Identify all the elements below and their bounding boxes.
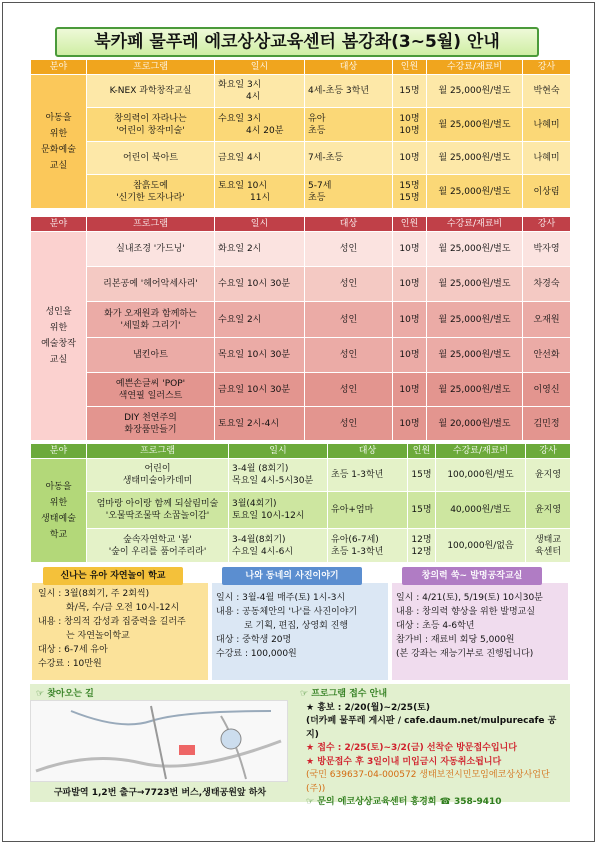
table-header-row	[31, 444, 571, 459]
header-time: 일시	[215, 217, 305, 232]
nature-play-box	[32, 583, 208, 680]
target-cell: 유아 초등	[305, 108, 393, 142]
table-row	[31, 142, 571, 175]
table-row	[31, 175, 571, 209]
table-row	[31, 75, 571, 108]
header-teacher: 강사	[526, 444, 571, 459]
teacher-cell: 생태교 육센터	[526, 529, 571, 563]
header-target: 대상	[305, 60, 393, 75]
box-line: 일시 : 3월-4월 매주(토) 1시-3시	[216, 593, 346, 603]
time-cell: 토요일 2시-4시	[215, 407, 305, 441]
target-cell: 유아(6-7세) 초등 1-3학년	[328, 529, 408, 563]
fee-cell: 월 25,000원/별도	[427, 232, 523, 267]
target-cell: 성인	[305, 302, 393, 338]
teacher-cell: 윤지영	[526, 459, 571, 492]
time-cell: 3-4월 (8회기) 목요일 4시-5시30분	[229, 459, 328, 492]
fee-cell: 월 25,000원/별도	[427, 108, 523, 142]
time-cell: 토요일 10시 11시	[215, 175, 305, 209]
teacher-cell: 나혜미	[523, 142, 571, 175]
program-cell: 예쁜손글씨 'POP' 색연필 일러스트	[87, 373, 215, 407]
box-line: 대상 : 초등 4-6학년	[396, 621, 475, 631]
fee-cell: 월 25,000원/별도	[427, 338, 523, 373]
time-cell: 목요일 10시 30분	[215, 338, 305, 373]
table-row	[31, 267, 571, 302]
header-field: 분야	[31, 217, 87, 232]
header-size: 인원	[408, 444, 436, 459]
header-field: 분야	[31, 444, 87, 459]
program-cell: 리본공예 '헤어악세사리'	[87, 267, 215, 302]
table-row	[31, 373, 571, 407]
fee-cell: 100,000원/별도	[436, 459, 526, 492]
program-cell: 숲속자연학교 '봄' '숲이 우리를 품어주리라'	[87, 529, 229, 563]
header-program: 프로그램	[87, 444, 229, 459]
directions-label: ☞ 찾아오는 길	[36, 689, 94, 699]
nature-play-header: 신나는 유아 자연놀이 학교	[43, 567, 183, 585]
promo-line: ★ 홍보 : 2/20(월)~2/25(토)	[306, 702, 430, 713]
box-line: 참가비 : 재료비 회당 5,000원	[396, 635, 515, 645]
target-cell: 4세-초등 3학년	[305, 75, 393, 108]
map-drawing	[31, 701, 287, 781]
teacher-cell: 오재원	[523, 302, 571, 338]
header-program: 프로그램	[87, 60, 215, 75]
size-cell: 10명	[393, 338, 427, 373]
size-cell: 15명	[393, 75, 427, 108]
box-line: 내용 : 창의력 향상을 위한 발명교실	[396, 607, 536, 617]
table-row	[31, 108, 571, 142]
time-cell: 3월(4회기) 토요일 10시-12시	[229, 492, 328, 529]
header-size: 인원	[393, 217, 427, 232]
teacher-cell: 이상림	[523, 175, 571, 209]
time-cell: 수요일 2시	[215, 302, 305, 338]
location-map	[30, 700, 288, 782]
time-cell: 금요일 10시 30분	[215, 373, 305, 407]
header-teacher: 강사	[523, 217, 571, 232]
table-row	[31, 492, 571, 529]
fee-cell: 월 25,000원/별도	[427, 373, 523, 407]
header-teacher: 강사	[523, 60, 571, 75]
time-cell: 수요일 3시 4시 20분	[215, 108, 305, 142]
time-cell: 3-4월(8회기) 수요일 4시-6시	[229, 529, 328, 563]
target-cell: 성인	[305, 232, 393, 267]
table-row	[31, 338, 571, 373]
cafe-line: (더카페 물푸레 게시판 / cafe.daum.net/mulpurecafe 공지)	[306, 716, 557, 740]
photo-story-header: 나와 동네의 사진이야기	[222, 567, 362, 585]
program-cell: 화가 오재원과 함께하는 '세밀화 그리기'	[87, 302, 215, 338]
header-target: 대상	[328, 444, 408, 459]
photo-story-box	[212, 583, 388, 680]
target-cell: 7세-초등	[305, 142, 393, 175]
header-time: 일시	[229, 444, 328, 459]
program-cell: 어린이 생태미술아카데미	[87, 459, 229, 492]
box-line: 수강료 : 100,000원	[216, 649, 297, 659]
category-cell: 아동을 위한 생태예술 학교	[31, 459, 87, 563]
teacher-cell: 박현숙	[523, 75, 571, 108]
program-cell: 실내조경 '가드닝'	[87, 232, 215, 267]
invention-header: 창의력 쑥~ 발명공작교실	[402, 567, 542, 585]
table-row	[31, 232, 571, 267]
program-cell: DIY 천연주의 화장품만들기	[87, 407, 215, 441]
target-cell: 성인	[305, 373, 393, 407]
box-line: 내용 : 창의적 감성과 집중력을 길러주	[38, 617, 186, 627]
header-target: 대상	[305, 217, 393, 232]
directions-caption: 구파발역 1,2번 출구→7723번 버스,생태공원앞 하차	[53, 788, 267, 798]
size-cell: 10명	[393, 373, 427, 407]
box-line: 대상 : 중학생 20명	[216, 635, 292, 645]
time-cell: 금요일 4시	[215, 142, 305, 175]
deposit-line: ★ 방문접수 후 3일이내 미입금시 자동취소됩니다	[306, 756, 502, 767]
category-cell: 성인을 위한 예술창작 교실	[31, 232, 87, 441]
box-line: 는 자연놀이학교	[66, 631, 130, 641]
program-cell: 어린이 북아트	[87, 142, 215, 175]
box-line: 로 기획, 편집, 상영회 진행	[244, 621, 349, 631]
size-cell: 15명 15명	[393, 175, 427, 209]
box-line: 대상 : 6-7세 유아	[38, 645, 108, 655]
target-cell: 초등 1-3학년	[328, 459, 408, 492]
size-cell: 10명	[393, 142, 427, 175]
table-header-row	[31, 217, 571, 232]
teacher-cell: 나혜미	[523, 108, 571, 142]
fee-cell: 월 25,000원/별도	[427, 142, 523, 175]
size-cell: 12명 12명	[408, 529, 436, 563]
program-cell: 엄마랑 아이랑 함께 되살림미술 '오물딱조물딱 소꿉놀이감'	[87, 492, 229, 529]
section-children-culture-table	[30, 59, 571, 209]
header-fee: 수강료/재료비	[427, 217, 523, 232]
fee-cell: 40,000원/별도	[436, 492, 526, 529]
header-fee: 수강료/재료비	[436, 444, 526, 459]
size-cell: 15명	[408, 459, 436, 492]
account-line: (국민 639637-04-000572 생태보전시민모임에코상상사업단(주))	[306, 770, 550, 794]
invention-box	[392, 583, 568, 680]
program-cell: 냅킨아트	[87, 338, 215, 373]
size-cell: 10명	[393, 232, 427, 267]
contact-line: ☞ 문의 에코상상교육센터 홍경희 ☎ 358-9410	[306, 797, 502, 807]
fee-cell: 월 25,000원/별도	[427, 267, 523, 302]
fee-cell: 월 20,000원/별도	[427, 407, 523, 441]
target-cell: 5-7세 초등	[305, 175, 393, 209]
teacher-cell: 이영신	[523, 373, 571, 407]
size-cell: 10명	[393, 407, 427, 441]
time-cell: 수요일 10시 30분	[215, 267, 305, 302]
teacher-cell: 차경숙	[523, 267, 571, 302]
time-cell: 화요일 2시	[215, 232, 305, 267]
teacher-cell: 안선화	[523, 338, 571, 373]
location-marker-icon	[179, 745, 195, 755]
registration-info	[300, 688, 565, 810]
size-cell: 10명	[393, 302, 427, 338]
box-line: 일시 : 3월(8회기, 주 2회씩)	[38, 589, 150, 599]
size-cell: 15명	[408, 492, 436, 529]
fee-cell: 월 25,000원/별도	[427, 175, 523, 209]
target-cell: 성인	[305, 407, 393, 441]
section-eco-art-table	[30, 443, 571, 563]
header-program: 프로그램	[87, 217, 215, 232]
teacher-cell: 박자영	[523, 232, 571, 267]
header-fee: 수강료/재료비	[427, 60, 523, 75]
target-cell: 성인	[305, 267, 393, 302]
table-row	[31, 459, 571, 492]
target-cell: 성인	[305, 338, 393, 373]
table-header-row	[31, 60, 571, 75]
fee-cell: 100,000원/없음	[436, 529, 526, 563]
header-time: 일시	[215, 60, 305, 75]
box-line: 일시 : 4/21(토), 5/19(토) 10시30분	[396, 593, 543, 603]
program-cell: 참흙도예 '신기한 도자나라'	[87, 175, 215, 209]
header-field: 분야	[31, 60, 87, 75]
box-line: 수강료 : 10만원	[38, 659, 102, 669]
program-cell: K-NEX 과학창작교실	[87, 75, 215, 108]
section-adult-art-table	[30, 216, 571, 441]
fee-cell: 월 25,000원/별도	[427, 302, 523, 338]
table-row	[31, 302, 571, 338]
size-cell: 10명 10명	[393, 108, 427, 142]
program-cell: 창의력이 자라나는 '어린이 창작미술'	[87, 108, 215, 142]
teacher-cell: 김민정	[523, 407, 571, 441]
teacher-cell: 윤지영	[526, 492, 571, 529]
registration-title: ☞ 프로그램 접수 안내	[300, 689, 388, 699]
size-cell: 10명	[393, 267, 427, 302]
apply-line: ★ 접수 : 2/25(토)~3/2(금) 선착순 방문접수입니다	[306, 743, 517, 753]
target-cell: 유아+엄마	[328, 492, 408, 529]
table-row	[31, 407, 571, 441]
time-cell: 화요일 3시 4시	[215, 75, 305, 108]
category-cell: 아동을 위한 문화예술 교실	[31, 75, 87, 209]
box-line: (본 강좌는 재능기부로 진행됩니다)	[396, 649, 534, 659]
fee-cell: 월 25,000원/별도	[427, 75, 523, 108]
box-line: 화/목, 수/금 오전 10시-12시	[66, 603, 180, 613]
box-line: 내용 : 공동체안의 '나'를 사진이야기	[216, 607, 358, 617]
header-size: 인원	[393, 60, 427, 75]
table-row	[31, 529, 571, 563]
page-title: 북카페 물푸레 에코상상교육센터 봄강좌(3~5월) 안내	[55, 27, 539, 57]
